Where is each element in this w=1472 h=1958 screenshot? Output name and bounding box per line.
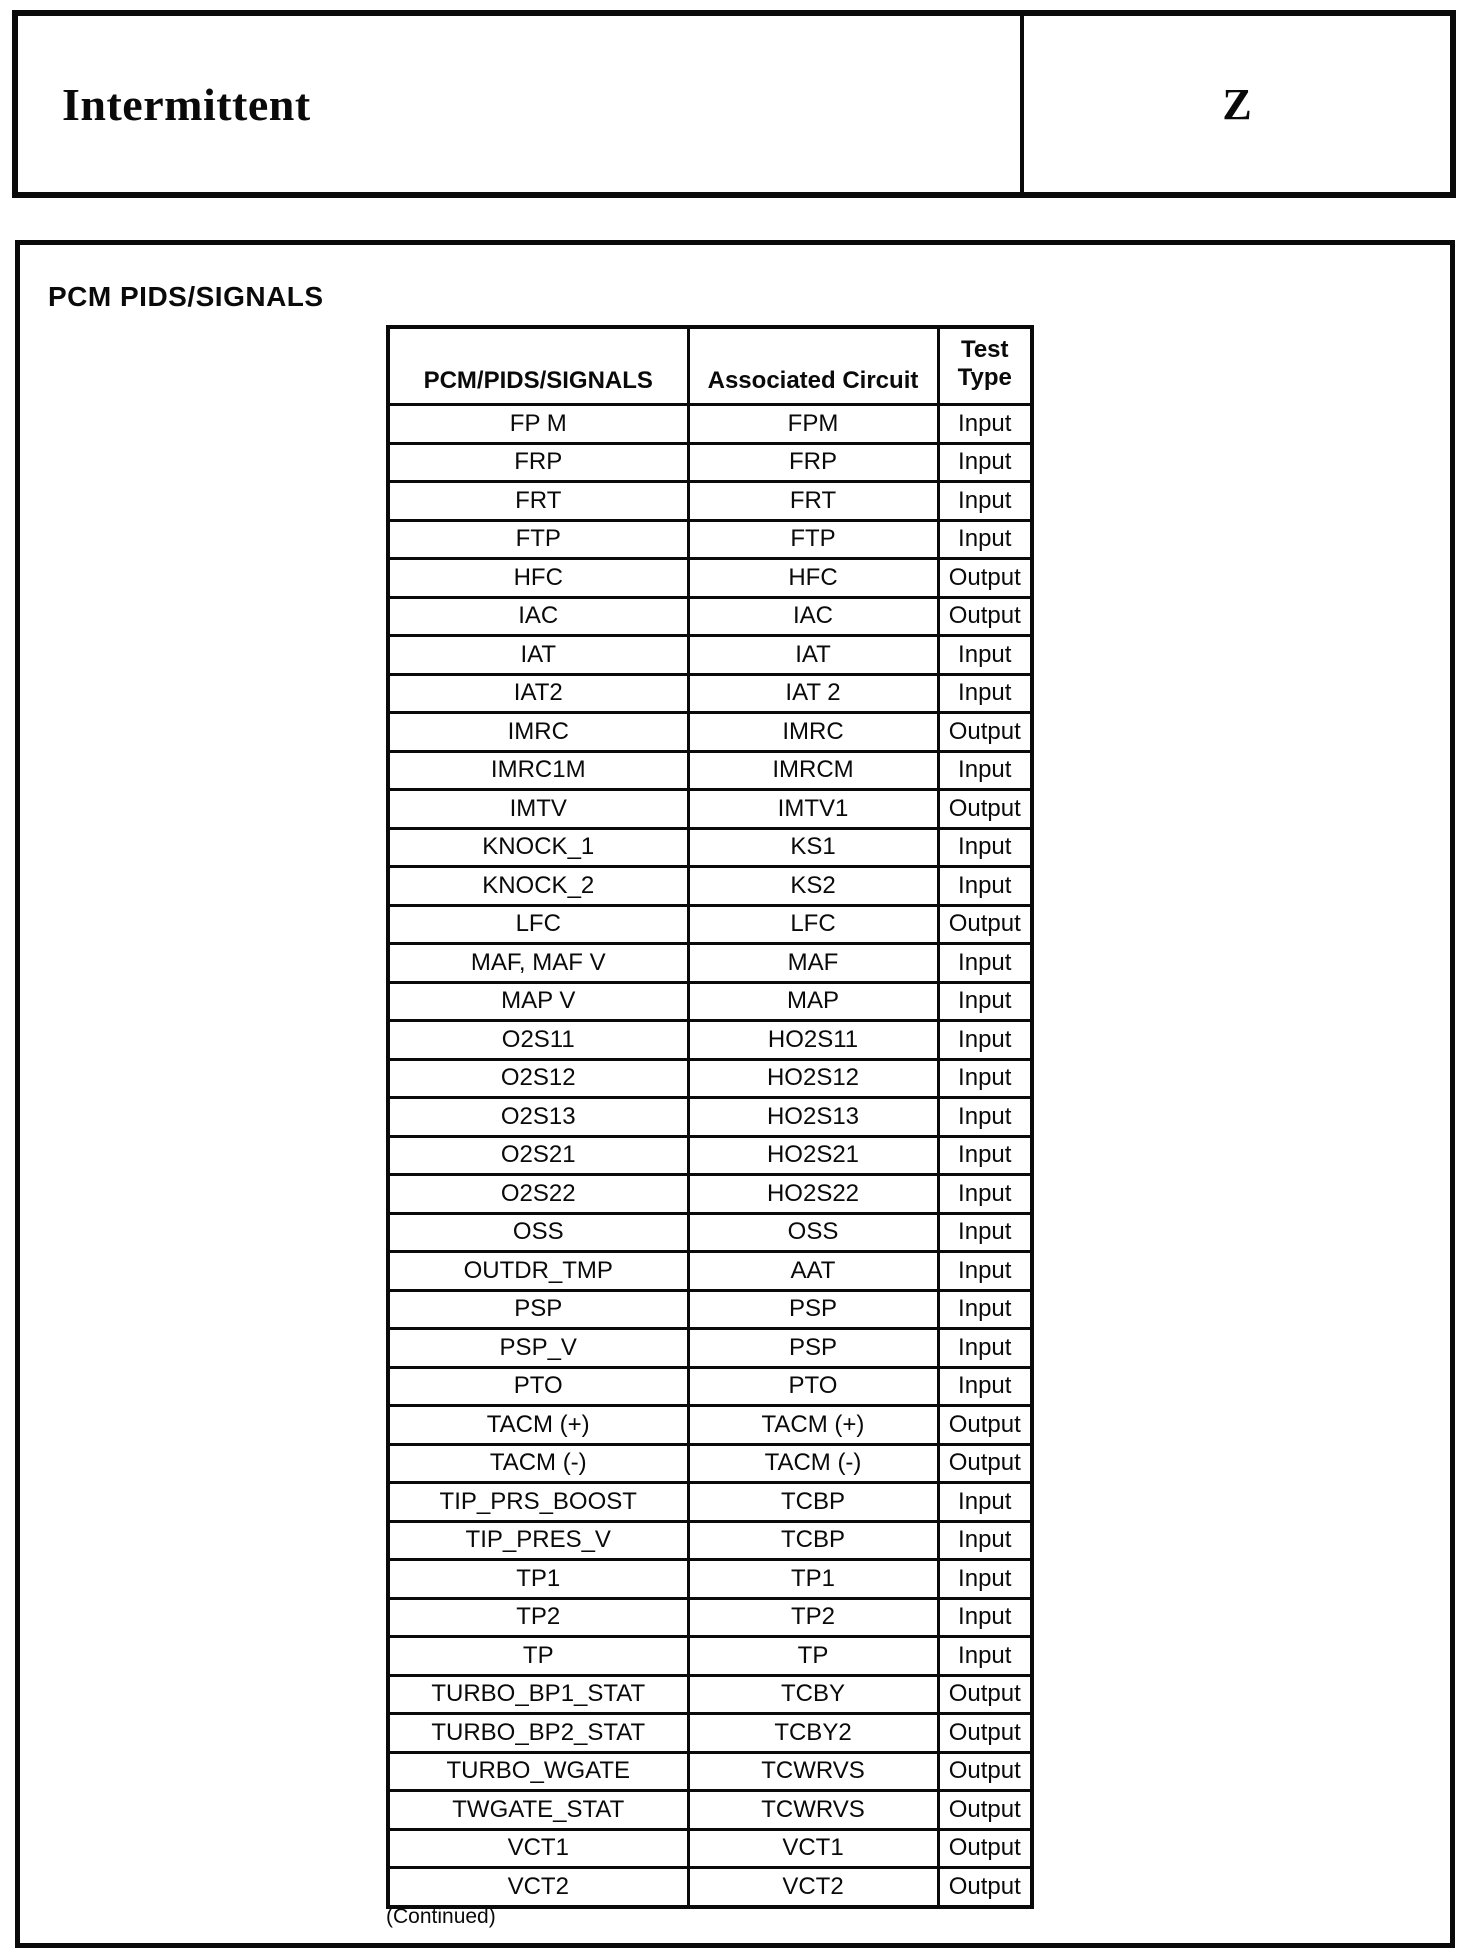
table-cell: IAC xyxy=(388,597,688,636)
table-cell: TP xyxy=(688,1637,938,1676)
table-cell: Output xyxy=(938,713,1032,752)
table-cell: OSS xyxy=(388,1213,688,1252)
table-cell: Input xyxy=(938,1290,1032,1329)
table-cell: O2S13 xyxy=(388,1098,688,1137)
table-cell: PSP xyxy=(688,1329,938,1368)
table-header-row xyxy=(388,327,1032,405)
table-cell: Input xyxy=(938,443,1032,482)
table-cell: TP2 xyxy=(688,1598,938,1637)
table-cell: Input xyxy=(938,1252,1032,1291)
continued-note: (Continued) xyxy=(386,1905,496,1928)
table-cell: Input xyxy=(938,1560,1032,1599)
table-cell: Output xyxy=(938,1675,1032,1714)
table-cell: LFC xyxy=(688,905,938,944)
table-cell: Input xyxy=(938,1483,1032,1522)
table-cell: IMRCM xyxy=(688,751,938,790)
table-cell: TP2 xyxy=(388,1598,688,1637)
table-cell: Input xyxy=(938,1367,1032,1406)
table-row xyxy=(388,982,1032,1021)
table-row xyxy=(388,1290,1032,1329)
table-cell: Input xyxy=(938,674,1032,713)
table-cell: FTP xyxy=(388,520,688,559)
table-cell: OSS xyxy=(688,1213,938,1252)
table-row xyxy=(388,405,1032,444)
table-cell: TIP_PRES_V xyxy=(388,1521,688,1560)
table-cell: LFC xyxy=(388,905,688,944)
table-cell: TURBO_WGATE xyxy=(388,1752,688,1791)
table-cell: HO2S22 xyxy=(688,1175,938,1214)
table-cell: TACM (-) xyxy=(388,1444,688,1483)
column-header-associated-circuit: Associated Circuit xyxy=(688,327,938,405)
table-row xyxy=(388,905,1032,944)
table-cell: VCT2 xyxy=(688,1868,938,1907)
table-cell: KNOCK_1 xyxy=(388,828,688,867)
table-row xyxy=(388,1675,1032,1714)
table-cell: Input xyxy=(938,405,1032,444)
table-cell: HFC xyxy=(388,559,688,598)
table-cell: PSP xyxy=(688,1290,938,1329)
table-cell: Input xyxy=(938,944,1032,983)
table-row xyxy=(388,1560,1032,1599)
table-cell: Input xyxy=(938,482,1032,521)
table-cell: Input xyxy=(938,1329,1032,1368)
table-cell: MAF, MAF V xyxy=(388,944,688,983)
table-row xyxy=(388,1791,1032,1830)
table-cell: Input xyxy=(938,520,1032,559)
section-heading: PCM PIDS/SIGNALS xyxy=(48,281,324,312)
table-row xyxy=(388,1098,1032,1137)
table-cell: IMTV1 xyxy=(688,790,938,829)
column-header-pcm-pids-signals: PCM/PIDS/SIGNALS xyxy=(388,327,688,405)
table-row xyxy=(388,1637,1032,1676)
table-row xyxy=(388,867,1032,906)
table-row xyxy=(388,1521,1032,1560)
header-section-cell xyxy=(1024,16,1450,192)
table-row xyxy=(388,482,1032,521)
table-cell: Output xyxy=(938,1868,1032,1907)
table-row xyxy=(388,443,1032,482)
table-cell: FP M xyxy=(388,405,688,444)
table-cell: MAP V xyxy=(388,982,688,1021)
table-cell: HO2S11 xyxy=(688,1021,938,1060)
table-cell: IMTV xyxy=(388,790,688,829)
table-cell: PSP xyxy=(388,1290,688,1329)
table-cell: FRP xyxy=(688,443,938,482)
table-cell: TIP_PRS_BOOST xyxy=(388,1483,688,1522)
table-row xyxy=(388,597,1032,636)
table-cell: HO2S12 xyxy=(688,1059,938,1098)
table-cell: IMRC xyxy=(388,713,688,752)
table-cell: TACM (+) xyxy=(688,1406,938,1445)
table-cell: HO2S13 xyxy=(688,1098,938,1137)
table-cell: TCBP xyxy=(688,1521,938,1560)
table-cell: TCBY xyxy=(688,1675,938,1714)
table-cell: VCT1 xyxy=(688,1829,938,1868)
table-cell: Input xyxy=(938,1521,1032,1560)
table-cell: Input xyxy=(938,1098,1032,1137)
header-title-cell xyxy=(18,16,1024,192)
content-box xyxy=(15,240,1455,1948)
page-header-box xyxy=(12,10,1456,198)
table-cell: FRT xyxy=(388,482,688,521)
table-cell: Input xyxy=(938,1136,1032,1175)
table-cell: IAT 2 xyxy=(688,674,938,713)
table-cell: PSP_V xyxy=(388,1329,688,1368)
table-cell: O2S12 xyxy=(388,1059,688,1098)
table-cell: PTO xyxy=(388,1367,688,1406)
table-row xyxy=(388,944,1032,983)
table-cell: FRP xyxy=(388,443,688,482)
table-cell: Output xyxy=(938,1444,1032,1483)
table-row xyxy=(388,1444,1032,1483)
table-row xyxy=(388,636,1032,675)
table-cell: Input xyxy=(938,1637,1032,1676)
table-cell: FRT xyxy=(688,482,938,521)
table-cell: FPM xyxy=(688,405,938,444)
table-cell: Output xyxy=(938,1714,1032,1753)
table-cell: HFC xyxy=(688,559,938,598)
table-row xyxy=(388,1483,1032,1522)
table-cell: AAT xyxy=(688,1252,938,1291)
table-cell: Input xyxy=(938,1598,1032,1637)
table-row xyxy=(388,1598,1032,1637)
table-row xyxy=(388,751,1032,790)
table-cell: Input xyxy=(938,828,1032,867)
table-cell: MAP xyxy=(688,982,938,1021)
section-letter: Z xyxy=(1222,79,1252,129)
table-cell: TCBP xyxy=(688,1483,938,1522)
table-cell: Input xyxy=(938,1175,1032,1214)
table-cell: Input xyxy=(938,1059,1032,1098)
table-cell: TACM (+) xyxy=(388,1406,688,1445)
table-cell: TP1 xyxy=(688,1560,938,1599)
table-cell: O2S22 xyxy=(388,1175,688,1214)
table-cell: Output xyxy=(938,905,1032,944)
table-cell: HO2S21 xyxy=(688,1136,938,1175)
page-title: Intermittent xyxy=(62,78,311,130)
table-cell: Input xyxy=(938,867,1032,906)
table-cell: IMRC xyxy=(688,713,938,752)
table-cell: TURBO_BP2_STAT xyxy=(388,1714,688,1753)
table-row xyxy=(388,674,1032,713)
table-cell: Output xyxy=(938,559,1032,598)
table-cell: VCT2 xyxy=(388,1868,688,1907)
table-row xyxy=(388,1752,1032,1791)
table-row xyxy=(388,1868,1032,1907)
table-cell: IMRC1M xyxy=(388,751,688,790)
table-row xyxy=(388,1252,1032,1291)
table-cell: TCWRVS xyxy=(688,1791,938,1830)
table-cell: Output xyxy=(938,1791,1032,1830)
table-row xyxy=(388,1175,1032,1214)
table-row xyxy=(388,1136,1032,1175)
table-row xyxy=(388,1021,1032,1060)
table-cell: Input xyxy=(938,1213,1032,1252)
table-cell: TACM (-) xyxy=(688,1444,938,1483)
table-cell: KNOCK_2 xyxy=(388,867,688,906)
table-cell: TP xyxy=(388,1637,688,1676)
table-row xyxy=(388,1059,1032,1098)
table-cell: Output xyxy=(938,1406,1032,1445)
table-row xyxy=(388,1329,1032,1368)
table-cell: Input xyxy=(938,1021,1032,1060)
table-cell: Input xyxy=(938,636,1032,675)
table-row xyxy=(388,790,1032,829)
pcm-signals-table xyxy=(386,325,1034,1909)
table-cell: Output xyxy=(938,1752,1032,1791)
table-cell: TCBY2 xyxy=(688,1714,938,1753)
table-cell: Output xyxy=(938,1829,1032,1868)
table-cell: Input xyxy=(938,751,1032,790)
table-cell: IAT xyxy=(388,636,688,675)
table-cell: IAT xyxy=(688,636,938,675)
table-cell: Output xyxy=(938,790,1032,829)
table-body xyxy=(388,405,1032,1907)
table-cell: VCT1 xyxy=(388,1829,688,1868)
table-row xyxy=(388,520,1032,559)
table-cell: O2S21 xyxy=(388,1136,688,1175)
table-cell: MAF xyxy=(688,944,938,983)
table-cell: TWGATE_STAT xyxy=(388,1791,688,1830)
table-row xyxy=(388,1829,1032,1868)
table-cell: TURBO_BP1_STAT xyxy=(388,1675,688,1714)
table-cell: O2S11 xyxy=(388,1021,688,1060)
column-header-test-type: Test Type xyxy=(938,327,1032,405)
table-row xyxy=(388,828,1032,867)
table-cell: OUTDR_TMP xyxy=(388,1252,688,1291)
table-cell: IAC xyxy=(688,597,938,636)
table-cell: TP1 xyxy=(388,1560,688,1599)
table-row xyxy=(388,1213,1032,1252)
table-cell: TCWRVS xyxy=(688,1752,938,1791)
table-cell: FTP xyxy=(688,520,938,559)
table-cell: IAT2 xyxy=(388,674,688,713)
table-row xyxy=(388,1367,1032,1406)
table-cell: KS2 xyxy=(688,867,938,906)
table-cell: Input xyxy=(938,982,1032,1021)
table-cell: PTO xyxy=(688,1367,938,1406)
table-cell: Output xyxy=(938,597,1032,636)
table-row xyxy=(388,559,1032,598)
table-row xyxy=(388,1406,1032,1445)
table-cell: KS1 xyxy=(688,828,938,867)
table-row xyxy=(388,713,1032,752)
table-row xyxy=(388,1714,1032,1753)
